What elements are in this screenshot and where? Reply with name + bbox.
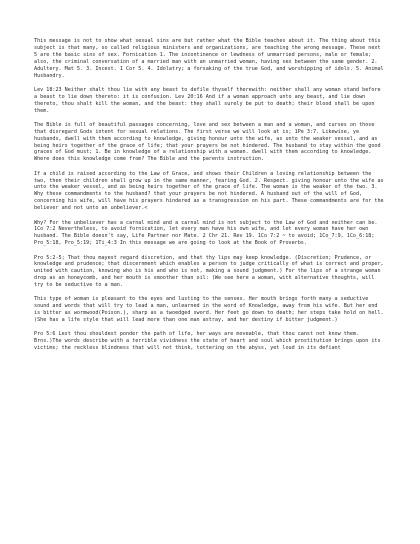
paragraph-intro: This message is not to show what sexual sins are but rather what the Bible teaches about it. The thing about this subject is that many, so called religious ministers and organizations, are teaching the wrong message. These next 5 are the basic sins of sex. Fornication 1. The incontinence or lewdness of unmarried persons, male or female; also, the criminal conversation of a married man with an unmarried woman, having sex between the same gender. 2. Adultery. Mat 5. 3. Incest. 1 Cor 5. 4. Idolatry; a forsaking of the true God, and worshipping of idols. 5. Animal Husbandry. xyxy=(34,38,384,79)
paragraph-leviticus: Lev 18:23 Neither shalt thou lie with any beast to defile thyself therewith: neither shall any woman stand before a beast to lie down thereto: it is confusion. Lev 20:16 And if a woman approach unto any beast, and lie down thereto, thou shalt kill the woman, and the beast: they shall surely be put to death; their blood shall be upon them. xyxy=(34,86,381,114)
document-page xyxy=(34,38,386,360)
paragraph-strange-woman: This type of woman is pleasant to the eyes and lusting to the senses. Her mouth brings forth many a seductive sound and words that will try to lead a man, unlearned in the word of Knowledge, away from his wife. But her end is bitter as wormwood(Poison.), sharp as a twoedged sword. Her feet go down to death; her steps take hold on hell. (She has a life style that will lead more than one man astray, and her destiny if bitter judgment.) xyxy=(34,296,384,324)
paragraph-unbeliever: Why? For the unbeliever has a carnal mind and a carnal mind is not subject to the Law of God and neither can be. 1Co 7:2 Nevertheless, to avoid fornication, let every man have his own wife, and let every woman have her own husband. The Bible doesn't say, Life Partner nor Mate. 2 Chr 21. Rev 19. 1Co 7:2 ~ to avoid; 1Co_7:9, 1Co_6:18; Pro_5:18, Pro_5:19; 1Ti_4:3 In this message we are going to look at the Book of Proverbs. xyxy=(34,219,378,247)
paragraph-law-of-grace: If a child is raised according to the Law of Grace, and shows their Children a loving relationship between the two, then their children shall grow up in the same manner, fearing God. 2. Respect. giving honour unto the wife as unto the weaker vessel, and as being heirs together of the grace of life. The woman is the weaker of the two. 3. Why these commandments to the husband? that your prayers be not hindered. A husband out of the will of God, concerning his wife, will have his prayers hindered as a transgression on his part. These commandments are for the believer and not unto an unbeliever.< xyxy=(34,170,384,212)
paragraph-proverbs-5-6: Pro 5:6 Lest thou shouldest ponder the path of life, her ways are moveable, that thou canst not know them. Brns.)The words describe with a terrible vividness the state of heart and soul which prostitution brings upon its victims; the reckless blindness that will not think, tottering on the abyss, yet loud in its defiant xyxy=(34,331,381,352)
paragraph-proverbs-5-2: Pro 5:2-5; That thou mayest regard discretion, and that thy lips may keep knowledge. (Discretion; Prudence, or knowledge and prudence; that discernment which enables a person to judge critically of what is correct and proper, united with caution, knowing who is his and who is not, making a sound judgment.) For the lips of a strange woman drop as an honeycomb, and her mouth is smoother than oil: (We see here a woman, with alternative thoughts, will try to be seductive to a man. xyxy=(34,254,384,289)
paragraph-bible-love: The Bible is full of beautiful passages concerning, love and sex between a man and a woman, and curses on those that disregard Gods intent for sexual relations. The first verse we will look at is; 1Pe 3:7. Likewise, ye husbands, dwell with them according to knowledge, giving honour unto the wife, as unto the weaker vessel, and as being heirs together of the grace of life; that your prayers be not hindered. The husband to stay within the good graces of God must; 1. Be in knowledge of a relationship with a woman. dwell with them according to knowledge. Where does this knowledge come from? The Bible and the parents instruction. xyxy=(34,121,381,163)
